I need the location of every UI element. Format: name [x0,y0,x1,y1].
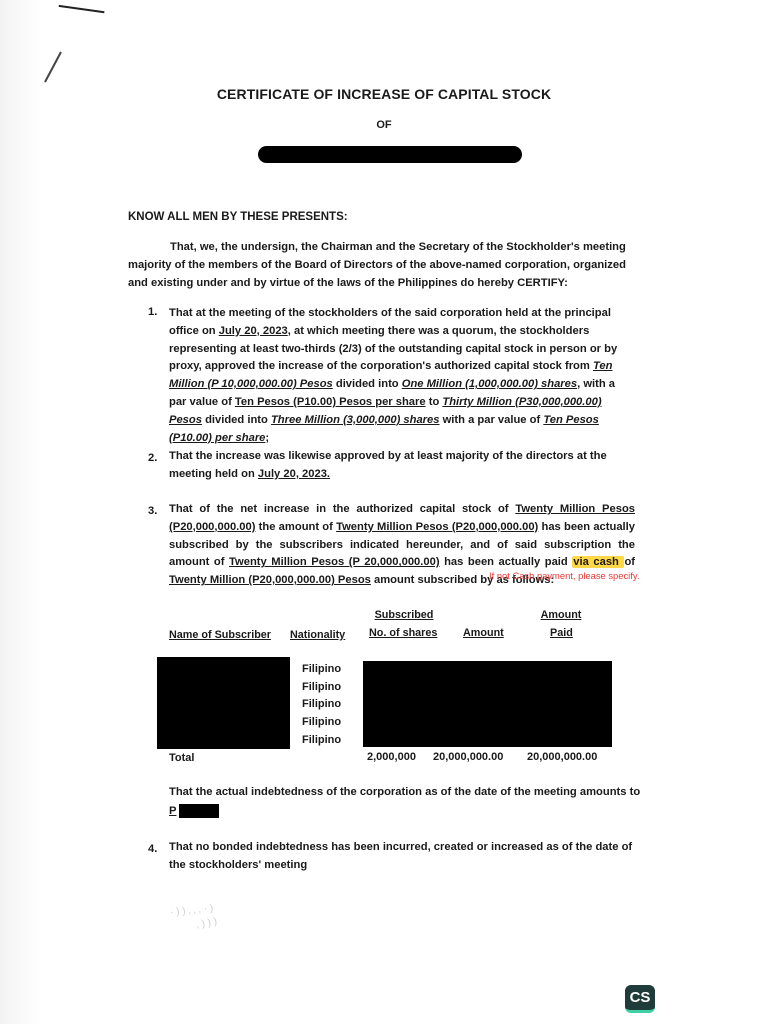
to-amount: Thirty Million (P30,000,000.00) Pesos [169,395,602,426]
header-shares: No. of shares [369,627,438,639]
nationality-cell: Filipino [302,698,342,710]
redacted-subscription-values [363,661,612,747]
subscribed-amount: Twenty Million Pesos (P20,000,000.00) [336,520,539,533]
to-shares: Three Million (3,000,000) shares [270,413,440,426]
header-amount-paid-top: Amount [540,609,582,621]
text: divided into [201,413,271,426]
redacted-indebtedness-amount [179,804,219,818]
text: , at which meeting there was a quorum, the stockholders representing at least two-thirds (2/3) of the outstanding capital stock in person or by proxy, approved the increase of the corporation's authorized capital stock from [169,324,618,373]
nationality-cell: Filipino [302,734,342,746]
nationality-cell: Filipino [302,681,342,693]
header-nationality: Nationality [290,629,346,641]
total-paid: 20,000,000.00 [527,751,598,763]
text: , with a par value of [169,378,616,408]
redacted-corporation-name [258,146,522,163]
item-number: 3. [148,505,158,517]
redacted-subscriber-names [157,657,290,749]
nationality-cell: Filipino [302,663,342,675]
text: with a par value of [439,413,544,426]
header-name: Name of Subscriber [169,629,272,641]
increase-amount: Twenty Million Pesos (P20,000,000.00) [169,503,635,533]
pen-mark [58,5,105,21]
text: has been actually subscribed by the subscribers indicated hereunder, and of said subscription the amount of [169,520,635,569]
item-number: 4. [148,843,158,855]
total-amount: 20,000,000.00 [433,751,504,763]
text: amount subscribed by as follows: [370,574,555,587]
camscanner-logo-icon: CS [625,985,655,1013]
text: the amount of [255,520,337,533]
payment-method-highlight: via cash [573,556,624,569]
meeting-date: July 20, 2023 [218,324,288,337]
nationality-cell: Filipino [302,716,342,728]
payment-note: If not Cash payment, please specify. [489,570,640,581]
text: That at the meeting of the stockholders of the said corporation held at the principal office on [169,307,611,337]
text: ; [265,431,270,444]
paid-amount: Twenty Million Pesos (P 20,000,000.00) [229,556,440,569]
scan-shadow [0,0,40,1024]
header-subscribed: Subscribed [374,609,434,621]
text: to [425,395,443,408]
par-value: Ten Pesos (P10.00) Pesos per share [234,395,426,408]
of-label: OF [376,119,392,131]
item-4-paragraph: That no bonded indebtedness has been incurred, created or increased as of the date of the stockholders' meeting [169,841,633,871]
par-value: Ten Pesos (P10.00) per share [169,413,599,444]
subscribed-total: Twenty Million (P20,000,000.00) Pesos [169,574,371,587]
total-shares: 2,000,000 [367,751,416,763]
pen-mark [44,52,62,83]
intro-paragraph: That, we, the undersign, the Chairman and the Secretary of the Stockholder's meeting majority of the members of the Board of Directors of the above-named corporation, organized and existing under and by virtue of the laws of the Philippines do hereby CERTIFY: [128,241,626,289]
item-1-paragraph [169,305,635,447]
item-number: 1. [148,306,158,318]
text: That of the net increase in the authorized capital stock of [169,503,516,515]
text: divided into [332,378,402,391]
meeting-date: July 20, 2023. [257,467,331,480]
from-amount: Ten Million (P 10,000,000.00) Pesos [169,360,613,391]
header-paid: Paid [550,627,573,639]
document-title: CERTIFICATE OF INCREASE OF CAPITAL STOCK [216,86,552,102]
text: That the increase was likewise approved by at least majority of the directors at the meeting held on [169,450,607,480]
show-through-smudge: · ) ) ‚ ‚ , · ) [169,902,214,919]
item-2-paragraph [169,448,635,484]
text: of [624,556,635,569]
total-label: Total [169,752,195,764]
show-through-smudge: , ) ) ) [195,916,218,931]
text: has been actually paid [439,556,573,569]
indebtedness-text: That the actual indebtedness of the corporation as of the date of the meeting amounts to [169,786,641,798]
header-amount: Amount [463,627,504,639]
item-number: 2. [148,452,158,464]
know-all-heading: KNOW ALL MEN BY THESE PRESENTS: [128,211,348,223]
from-shares: One Million (1,000,000.00) shares [401,378,578,391]
indebtedness-prefix: P [169,805,177,817]
